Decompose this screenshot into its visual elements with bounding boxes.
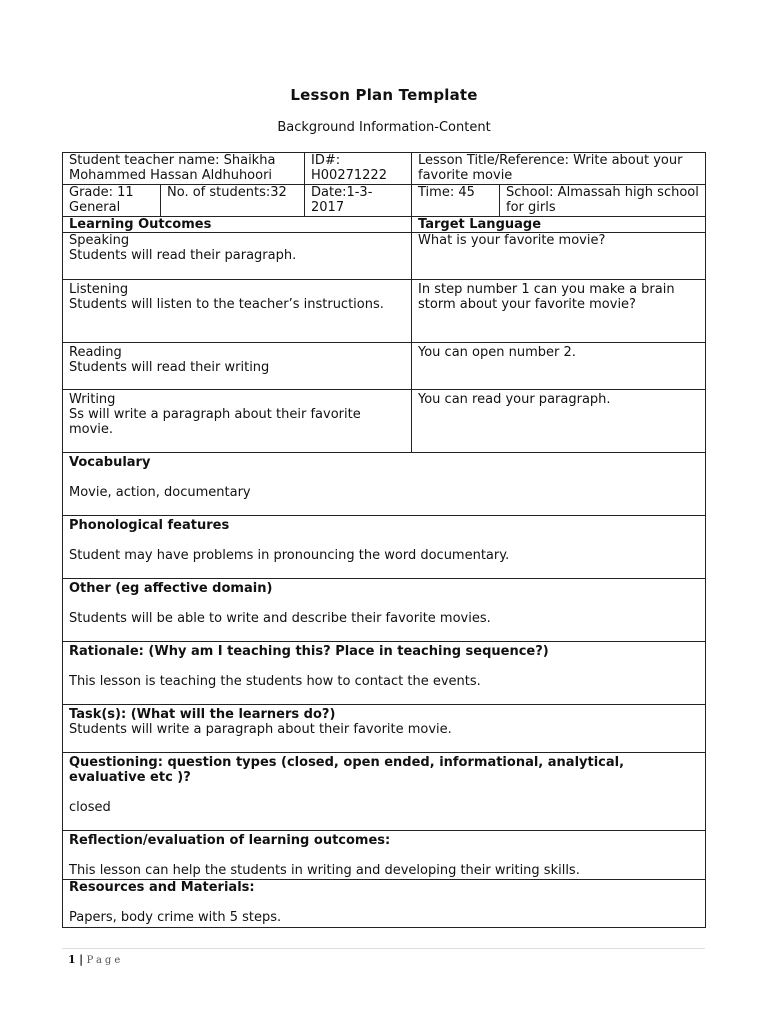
section-cell	[63, 642, 706, 705]
section-heading: Resources and Materials:	[69, 880, 255, 895]
outcomes-header-row	[63, 217, 706, 233]
target-language-cell	[412, 280, 706, 343]
section-content: Student may have problems in pronouncing the word documentary.	[69, 548, 510, 563]
section-row-resources	[63, 880, 706, 928]
time-cell: Time: 45	[412, 185, 500, 217]
section-heading: Vocabulary	[69, 455, 151, 470]
section-row-vocabulary	[63, 453, 706, 516]
teacher-name-cell: Student teacher name: Shaikha Mohammed Hassan Aldhuhoori	[63, 153, 305, 185]
section-heading: Task(s): (What will the learners do?)	[69, 707, 336, 722]
outcome-cell	[63, 280, 412, 343]
outcome-text: Students will read their writing	[69, 360, 270, 375]
section-row-other	[63, 579, 706, 642]
grade-cell: Grade: 11 General	[63, 185, 161, 217]
target-language-text: In step number 1 can you make a brain storm about your favorite movie?	[418, 282, 675, 312]
students-count-cell: No. of students:32	[161, 185, 305, 217]
section-cell	[63, 753, 706, 831]
section-content: This lesson is teaching the students how to contact the events.	[69, 674, 481, 689]
outcome-row-speaking	[63, 233, 706, 280]
section-heading: Phonological features	[69, 518, 230, 533]
section-heading: Reflection/evaluation of learning outcomes:	[69, 833, 391, 848]
outcome-text: Students will read their paragraph.	[69, 248, 297, 263]
section-cell	[63, 831, 706, 880]
page-number: 1	[68, 953, 76, 966]
target-language-text: You can read your paragraph.	[418, 392, 611, 407]
section-cell	[63, 705, 706, 753]
section-content: Movie, action, documentary	[69, 485, 251, 500]
page-footer	[68, 953, 123, 966]
outcome-cell	[63, 390, 412, 453]
footer-divider	[62, 948, 705, 949]
outcome-row-writing	[63, 390, 706, 453]
section-row-questioning	[63, 753, 706, 831]
document-subtitle: Background Information-Content	[277, 120, 491, 135]
outcome-row-reading	[63, 343, 706, 390]
target-language-cell	[412, 233, 706, 280]
section-cell	[63, 516, 706, 579]
info-row-1	[63, 153, 706, 185]
footer-separator: |	[79, 953, 84, 966]
target-language-header: Target Language	[412, 217, 706, 233]
page-label: Page	[86, 955, 124, 966]
section-content: Students will be able to write and describe their favorite movies.	[69, 611, 491, 626]
section-cell	[63, 880, 706, 928]
skill-label: Speaking	[69, 233, 130, 248]
section-heading: Other (eg affective domain)	[69, 581, 273, 596]
lesson-title-cell: Lesson Title/Reference: Write about your favorite movie	[412, 153, 706, 185]
document-title: Lesson Plan Template	[290, 86, 478, 104]
date-cell: Date:1-3-2017	[305, 185, 412, 217]
section-cell	[63, 579, 706, 642]
section-heading: Questioning: question types (closed, open ended, informational, analytical, evaluative etc )?	[69, 755, 625, 785]
school-cell: School: Almassah high school for girls	[500, 185, 706, 217]
section-row-reflection	[63, 831, 706, 880]
section-content: closed	[69, 800, 111, 815]
target-language-text: You can open number 2.	[418, 345, 576, 360]
learning-outcomes-header: Learning Outcomes	[63, 217, 412, 233]
outcome-text: Ss will write a paragraph about their favorite movie.	[69, 407, 361, 437]
target-language-text: What is your favorite movie?	[418, 233, 606, 248]
section-content: Students will write a paragraph about their favorite movie.	[69, 722, 452, 737]
section-row-tasks	[63, 705, 706, 753]
section-row-rationale	[63, 642, 706, 705]
skill-label: Reading	[69, 345, 122, 360]
section-row-phonological	[63, 516, 706, 579]
lesson-plan-table	[62, 152, 706, 928]
outcome-row-listening	[63, 280, 706, 343]
target-language-cell	[412, 343, 706, 390]
section-content: This lesson can help the students in writing and developing their writing skills.	[69, 863, 580, 878]
info-row-2	[63, 185, 706, 217]
outcome-cell	[63, 343, 412, 390]
outcome-text: Students will listen to the teacher’s instructions.	[69, 297, 384, 312]
section-cell	[63, 453, 706, 516]
id-cell: ID#: H00271222	[305, 153, 412, 185]
target-language-cell	[412, 390, 706, 453]
section-heading: Rationale: (Why am I teaching this? Place in teaching sequence?)	[69, 644, 549, 659]
skill-label: Writing	[69, 392, 116, 407]
outcome-cell	[63, 233, 412, 280]
skill-label: Listening	[69, 282, 129, 297]
section-content: Papers, body crime with 5 steps.	[69, 910, 282, 925]
